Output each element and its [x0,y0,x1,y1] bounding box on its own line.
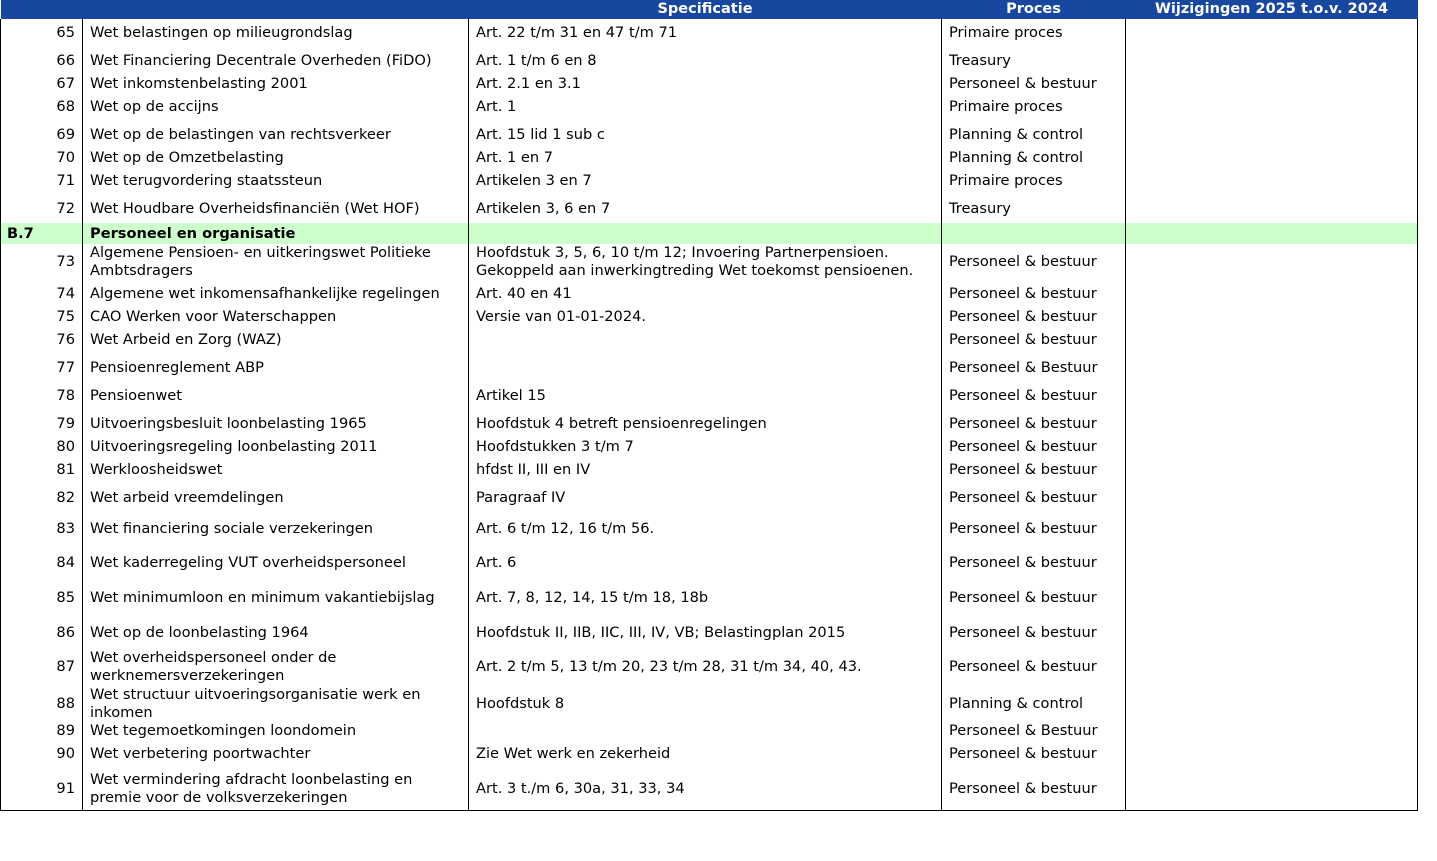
table-row [1,438,1418,456]
cell-specification: Art. 6 [469,546,942,580]
cell-specification [469,722,942,740]
cell-process: Primaire proces [942,93,1126,121]
cell-number: 65 [1,19,83,47]
cell-specification: Art. 2.1 en 3.1 [469,75,942,93]
cell-name: Personeel en organisatie [83,223,469,244]
cell-number: 68 [1,93,83,121]
cell-changes [1126,768,1418,811]
cell-changes [1126,223,1418,244]
cell-specification [469,223,942,244]
cell-specification: Art. 2 t/m 5, 13 t/m 20, 23 t/m 28, 31 t/m 34, 40, 43. [469,649,942,686]
cell-changes [1126,308,1418,326]
cell-number: 80 [1,438,83,456]
cell-process: Treasury [942,47,1126,75]
cell-process: Primaire proces [942,19,1126,47]
table-row [1,484,1418,512]
cell-name: Wet Houdbare Overheidsfinanciën (Wet HOF) [83,195,469,223]
table-row [1,167,1418,195]
cell-number: 85 [1,580,83,617]
cell-number: 70 [1,149,83,167]
cell-specification: Art. 3 t./m 6, 30a, 31, 33, 34 [469,768,942,811]
cell-process: Planning & control [942,149,1126,167]
cell-name: Wet overheidspersoneel onder de werknemersverzekeringen [83,649,469,686]
table-row [1,280,1418,308]
cell-changes [1126,121,1418,149]
cell-changes [1126,456,1418,484]
cell-specification: Artikel 15 [469,382,942,410]
cell-number: B.7 [1,223,83,244]
cell-number: 72 [1,195,83,223]
cell-process: Treasury [942,195,1126,223]
cell-specification: Art. 7, 8, 12, 14, 15 t/m 18, 18b [469,580,942,617]
table-row [1,617,1418,649]
table-row [1,75,1418,93]
cell-process: Personeel & bestuur [942,768,1126,811]
cell-number: 71 [1,167,83,195]
cell-changes [1126,47,1418,75]
cell-changes [1126,617,1418,649]
table-row [1,686,1418,722]
cell-specification: Art. 40 en 41 [469,280,942,308]
table-row [1,19,1418,47]
table-body [1,19,1418,811]
cell-specification: Hoofdstuk 3, 5, 6, 10 t/m 12; Invoering Partnerpensioen. Gekoppeld aan inwerkingtreding Wet toekomst pensioenen. [469,244,942,280]
cell-number: 82 [1,484,83,512]
column-header-specification: Specificatie [469,0,942,19]
cell-changes [1126,512,1418,546]
cell-specification: Hoofdstukken 3 t/m 7 [469,438,942,456]
cell-changes [1126,354,1418,382]
cell-process: Planning & control [942,121,1126,149]
cell-name: Wet financiering sociale verzekeringen [83,512,469,546]
cell-changes [1126,580,1418,617]
cell-process: Planning & control [942,686,1126,722]
cell-changes [1126,649,1418,686]
cell-number: 78 [1,382,83,410]
cell-number: 73 [1,244,83,280]
cell-process: Personeel & bestuur [942,617,1126,649]
table-row [1,47,1418,75]
cell-changes [1126,438,1418,456]
cell-specification: Artikelen 3 en 7 [469,167,942,195]
cell-process [942,223,1126,244]
cell-changes [1126,410,1418,438]
cell-process: Personeel & bestuur [942,740,1126,768]
cell-name: Wet op de belastingen van rechtsverkeer [83,121,469,149]
table-row [1,740,1418,768]
table-row [1,580,1418,617]
cell-process: Personeel & bestuur [942,649,1126,686]
cell-specification: hfdst II, III en IV [469,456,942,484]
cell-name: Wet Arbeid en Zorg (WAZ) [83,326,469,354]
cell-name: Wet inkomstenbelasting 2001 [83,75,469,93]
table-row [1,456,1418,484]
table-header [1,0,1418,19]
cell-number: 87 [1,649,83,686]
cell-process: Personeel & bestuur [942,484,1126,512]
table-row [1,326,1418,354]
cell-specification: Versie van 01-01-2024. [469,308,942,326]
cell-number: 84 [1,546,83,580]
cell-number: 91 [1,768,83,811]
cell-number: 90 [1,740,83,768]
cell-changes [1126,244,1418,280]
cell-name: Algemene Pensioen- en uitkeringswet Politieke Ambtsdragers [83,244,469,280]
column-header-number [1,0,83,19]
table-row [1,121,1418,149]
cell-changes [1126,740,1418,768]
table-row [1,649,1418,686]
table-row [1,308,1418,326]
table-row [1,382,1418,410]
cell-name: Wet arbeid vreemdelingen [83,484,469,512]
cell-process: Personeel & bestuur [942,382,1126,410]
cell-name: Wet vermindering afdracht loonbelasting en premie voor de volksverzekeringen [83,768,469,811]
cell-number: 75 [1,308,83,326]
cell-name: Wet kaderregeling VUT overheidspersoneel [83,546,469,580]
cell-name: Wet op de loonbelasting 1964 [83,617,469,649]
cell-number: 66 [1,47,83,75]
cell-process: Personeel & bestuur [942,244,1126,280]
cell-changes [1126,93,1418,121]
cell-process: Personeel & Bestuur [942,722,1126,740]
cell-name: Wet tegemoetkomingen loondomein [83,722,469,740]
cell-process: Primaire proces [942,167,1126,195]
cell-name: Pensioenwet [83,382,469,410]
cell-process: Personeel & bestuur [942,580,1126,617]
cell-changes [1126,546,1418,580]
cell-number: 81 [1,456,83,484]
cell-specification: Art. 22 t/m 31 en 47 t/m 71 [469,19,942,47]
column-header-name [83,0,469,19]
cell-changes [1126,686,1418,722]
cell-name: Uitvoeringsbesluit loonbelasting 1965 [83,410,469,438]
cell-changes [1126,19,1418,47]
table-row [1,512,1418,546]
cell-name: Uitvoeringsregeling loonbelasting 2011 [83,438,469,456]
cell-name: Wet Financiering Decentrale Overheden (FiDO) [83,47,469,75]
table-header-row [1,0,1418,19]
cell-changes [1126,75,1418,93]
cell-changes [1126,382,1418,410]
cell-number: 79 [1,410,83,438]
cell-process: Personeel & bestuur [942,308,1126,326]
cell-number: 74 [1,280,83,308]
table-row [1,195,1418,223]
table-row [1,149,1418,167]
cell-name: Wet terugvordering staatssteun [83,167,469,195]
cell-number: 77 [1,354,83,382]
cell-process: Personeel & bestuur [942,438,1126,456]
cell-process: Personeel & bestuur [942,546,1126,580]
column-header-process: Proces [942,0,1126,19]
cell-process: Personeel & bestuur [942,280,1126,308]
table-row [1,354,1418,382]
cell-process: Personeel & bestuur [942,75,1126,93]
cell-number: 76 [1,326,83,354]
cell-name: Wet minimumloon en minimum vakantiebijslag [83,580,469,617]
cell-specification: Art. 6 t/m 12, 16 t/m 56. [469,512,942,546]
table-row [1,410,1418,438]
cell-name: Wet op de Omzetbelasting [83,149,469,167]
cell-specification: Art. 1 [469,93,942,121]
cell-number: 67 [1,75,83,93]
cell-specification: Art. 1 en 7 [469,149,942,167]
table-section-row [1,223,1418,244]
cell-changes [1126,484,1418,512]
cell-number: 88 [1,686,83,722]
table-row [1,722,1418,740]
cell-changes [1126,326,1418,354]
cell-specification: Hoofdstuk 4 betreft pensioenregelingen [469,410,942,438]
cell-specification: Art. 15 lid 1 sub c [469,121,942,149]
cell-changes [1126,149,1418,167]
cell-process: Personeel & Bestuur [942,354,1126,382]
cell-name: Pensioenreglement ABP [83,354,469,382]
cell-specification: Hoofdstuk II, IIB, IIC, III, IV, VB; Belastingplan 2015 [469,617,942,649]
cell-number: 69 [1,121,83,149]
cell-number: 89 [1,722,83,740]
cell-number: 83 [1,512,83,546]
cell-specification: Art. 1 t/m 6 en 8 [469,47,942,75]
cell-name: CAO Werken voor Waterschappen [83,308,469,326]
cell-process: Personeel & bestuur [942,326,1126,354]
cell-process: Personeel & bestuur [942,456,1126,484]
cell-name: Werkloosheidswet [83,456,469,484]
cell-changes [1126,167,1418,195]
column-header-changes: Wijzigingen 2025 t.o.v. 2024 [1126,0,1418,19]
cell-name: Algemene wet inkomensafhankelijke regelingen [83,280,469,308]
cell-specification [469,326,942,354]
cell-specification: Hoofdstuk 8 [469,686,942,722]
cell-changes [1126,722,1418,740]
cell-name: Wet op de accijns [83,93,469,121]
cell-specification: Zie Wet werk en zekerheid [469,740,942,768]
table-row [1,546,1418,580]
cell-specification: Artikelen 3, 6 en 7 [469,195,942,223]
cell-name: Wet structuur uitvoeringsorganisatie werk en inkomen [83,686,469,722]
table-row [1,768,1418,811]
cell-specification [469,354,942,382]
cell-process: Personeel & bestuur [942,512,1126,546]
cell-changes [1126,280,1418,308]
cell-name: Wet verbetering poortwachter [83,740,469,768]
table-row [1,244,1418,280]
cell-specification: Paragraaf IV [469,484,942,512]
cell-number: 86 [1,617,83,649]
cell-process: Personeel & bestuur [942,410,1126,438]
cell-name: Wet belastingen op milieugrondslag [83,19,469,47]
table-row [1,93,1418,121]
cell-changes [1126,195,1418,223]
